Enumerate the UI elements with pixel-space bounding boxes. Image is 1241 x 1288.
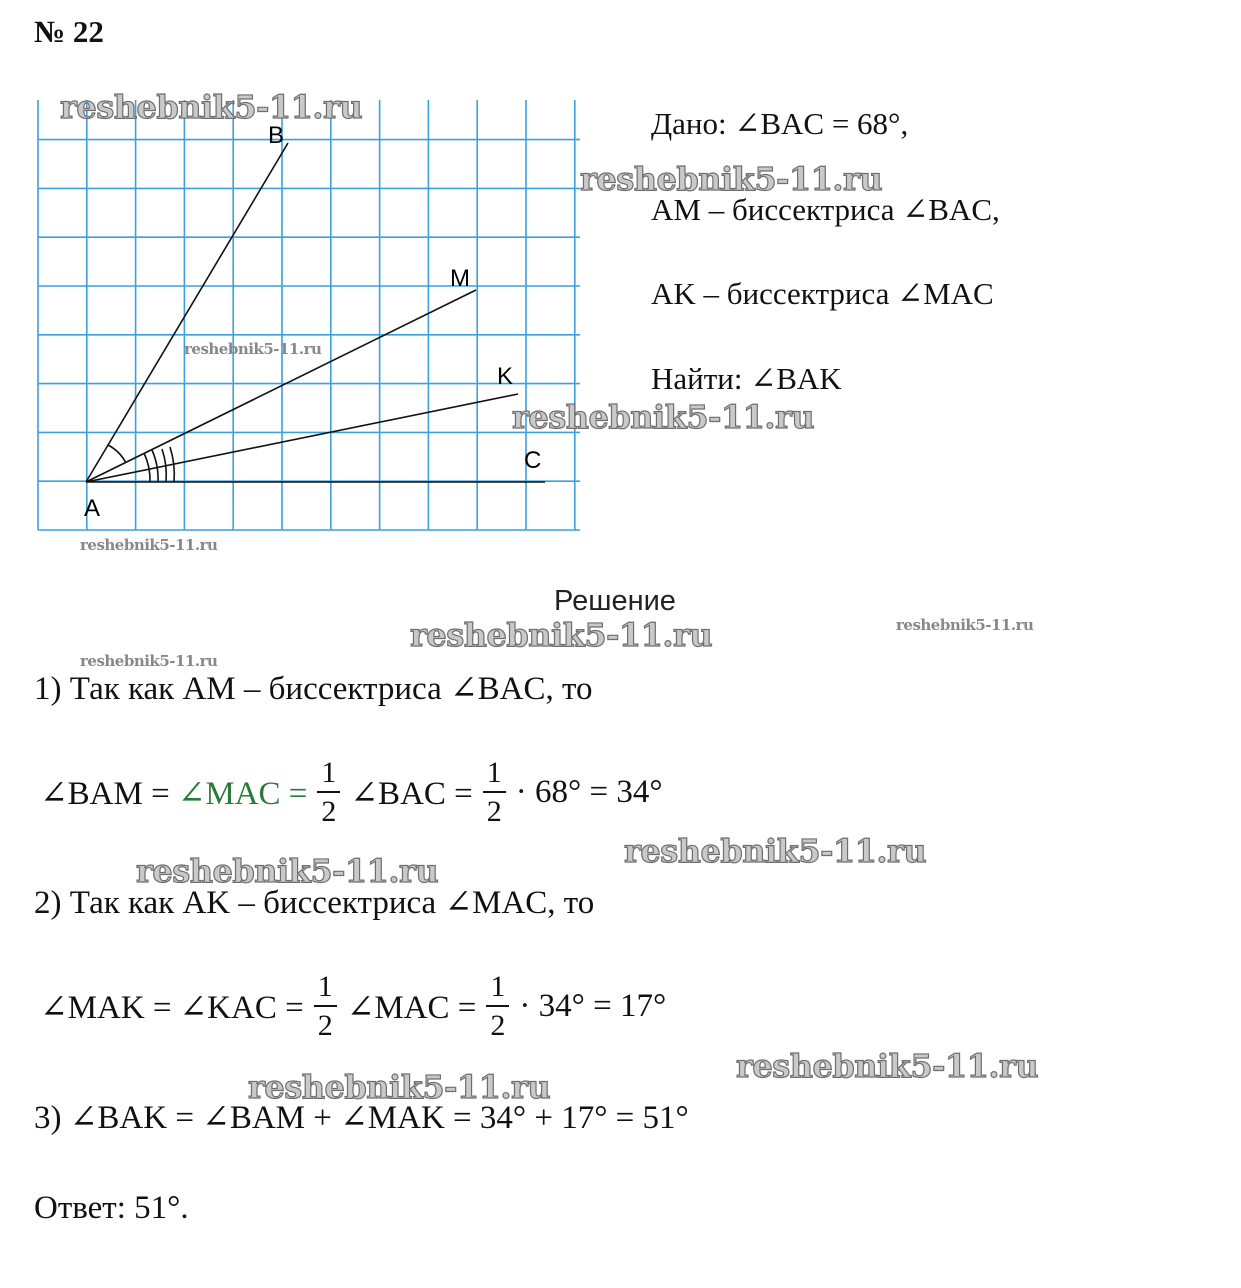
watermark: reshebnik5-11.ru [736, 1047, 1039, 1085]
eq1-bac: ∠BAC = [350, 775, 473, 812]
eq1-fraction-2: $\frac{1}{2}$ [483, 758, 506, 827]
eq2-fraction-1: $\frac{1}{2}$ [314, 972, 337, 1041]
step-1-text: 1) Так как AM – биссектриса ∠BAC, то [34, 671, 593, 707]
arc-mac-1 [144, 453, 150, 482]
eq1-lhs: ∠BAM = [40, 775, 170, 812]
watermark: reshebnik5-11.ru [248, 1068, 551, 1106]
step-1-equation [36, 758, 667, 827]
ray-ab [86, 143, 288, 482]
watermark: reshebnik5-11.ru [60, 88, 363, 126]
step-2-equation [36, 972, 670, 1041]
given-bisector-ak: AK – биссектриса ∠MAC [651, 276, 994, 311]
eq1-mac: ∠MAC = [177, 775, 308, 812]
arc-bam [108, 445, 126, 463]
eq2-lhs: ∠MAK = [40, 989, 172, 1026]
point-label-b: B [268, 122, 285, 149]
find-angle: Найти: ∠BAK [651, 361, 842, 396]
angle-figure [0, 0, 600, 560]
point-label-k: K [497, 363, 514, 390]
step-3-text: 3) ∠BAK = ∠BAM + ∠MAK = 34° + 17° = 51° [34, 1100, 689, 1136]
watermark-small: reshebnik5-11.ru [80, 536, 218, 554]
watermark-small: reshebnik5-11.ru [896, 616, 1034, 634]
given-bisector-am: AM – биссектриса ∠BAC, [651, 192, 1000, 227]
task-number: № 22 [34, 14, 104, 49]
ray-ak [86, 394, 518, 482]
eq2-result: · 34° = 17° [519, 988, 667, 1024]
watermark: reshebnik5-11.ru [512, 398, 815, 436]
watermark: reshebnik5-11.ru [624, 832, 927, 870]
eq2-fraction-2: $\frac{1}{2}$ [486, 972, 509, 1041]
watermark: reshebnik5-11.ru [580, 160, 883, 198]
given-angle: Дано: ∠BAC = 68°, [651, 106, 909, 141]
eq1-fraction-1: $\frac{1}{2}$ [317, 758, 340, 827]
watermark: reshebnik5-11.ru [136, 852, 439, 890]
point-label-m: M [450, 265, 470, 292]
watermark-small: reshebnik5-11.ru [184, 340, 322, 358]
step-2-text: 2) Так как AK – биссектриса ∠MAC, то [34, 885, 595, 921]
point-label-a: A [84, 495, 101, 522]
eq2-kac: ∠KAC = [179, 989, 304, 1026]
watermark: reshebnik5-11.ru [410, 616, 713, 654]
arc-mac-2 [152, 450, 158, 482]
eq1-result: · 68° = 34° [515, 774, 663, 810]
watermark-small: reshebnik5-11.ru [80, 652, 218, 670]
solution-title: Решение [554, 585, 676, 617]
answer: Ответ: 51°. [34, 1190, 189, 1226]
eq2-mac: ∠MAC = [346, 989, 477, 1026]
point-label-c: C [524, 447, 542, 474]
